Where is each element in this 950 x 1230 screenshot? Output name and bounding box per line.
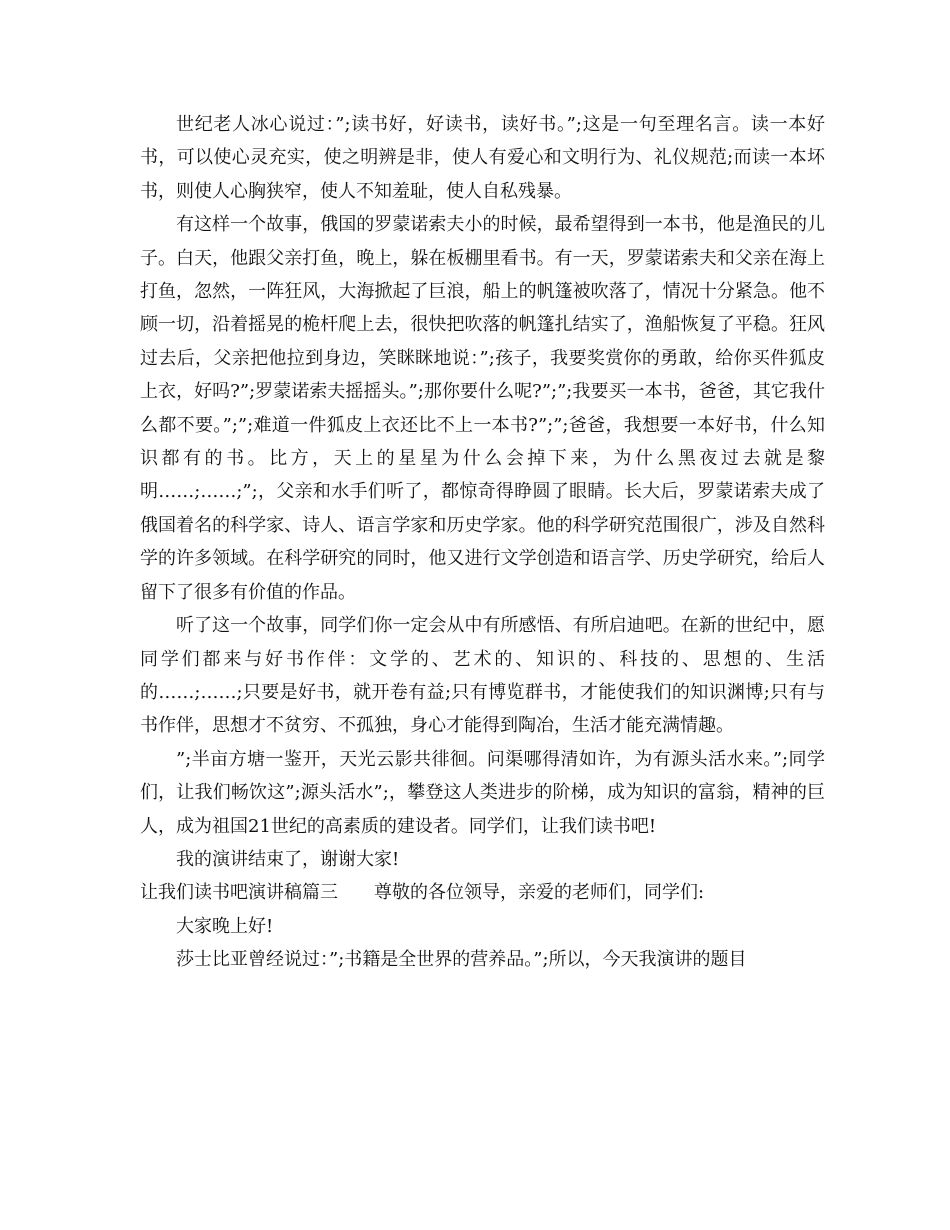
greeting: 大家晚上好! (176, 915, 274, 937)
paragraph-lomonosov-story: 有这样一个故事，俄国的罗蒙诺索夫小的时候，最希望得到一本书，他是渔民的儿子。白天，他跟父亲打鱼，晚上，躲在板棚里看书。有一天，罗蒙诺索夫和父亲在海上打鱼，忽然，一阵狂风，大海掀起了巨浪，船上的帆篷被吹落了，情况十分紧急。他不顾一切，沿着摇晃的桅杆爬上去，很快把吹落的帆篷扎结实了，渔船恢复了平稳。狂风过去后，父亲把他拉到身边，笑眯眯地说：”;孩子，我要奖赏你的勇敢，给你买件狐皮上衣，好吗?”;罗蒙诺索夫摇摇头。”;那你要什么呢?”;”;我要买一本书，爸爸，其它我什么都不要。”;”;难道一件狐皮上衣还比不上一本书?”;”;爸爸，我想要一本好书，什么知识都有的书。比方，天上的星星为什么会掉下来，为什么黑夜过去就是黎明……;……;”;，父亲和水手们听了，都惊奇得睁圆了眼睛。长大后，罗蒙诺索夫成了俄国着名的科学家、诗人、语言学家和历史学家。他的科学研究范围很广，涉及自然科学的许多领域。在科学研究的同时，他又进行文学创造和语言学、历史学研究，给后人留下了很多有价值的作品。 (140, 214, 825, 603)
paragraph-bingxin-quote: 世纪老人冰心说过：”;读书好，好读书，读好书。”;这是一句至理名言。读一本好书，可以使心灵充实，使之明辨是非，使人有爱心和文明行为、礼仪规范;而读一本坏书，则使人心胸狭窄，使人不知羞耻，使人自私残暴。 (140, 114, 825, 202)
document-page (140, 108, 825, 977)
section-heading-row (140, 876, 825, 909)
paragraph-shakespeare: 莎士比亚曾经说过：”;书籍是全世界的营养品。”;所以，今天我演讲的题目 (176, 949, 747, 971)
paragraph-closing: 我的演讲结束了，谢谢大家! (176, 848, 400, 870)
paragraph-good-books: 听了这一个故事，同学们你一定会从中有所感悟、有所启迪吧。在新的世纪中，愿同学们都来与好书作伴：文学的、艺术的、知识的、科技的、思想的、生活的……;……;只要是好书，就开卷有益;只有博览群书，才能使我们的知识渊博;只有与书作伴，思想才不贫穷、不孤独，身心才能得到陶冶，生活才能充满情趣。 (140, 615, 825, 737)
heading-gap (338, 876, 374, 909)
salutation: 尊敬的各位领导，亲爱的老师们，同学们: (374, 882, 705, 904)
section-title: 让我们读书吧演讲稿篇三 (140, 882, 338, 904)
paragraph-poem-quote: ”;半亩方塘一鉴开，天光云影共徘徊。问渠哪得清如许，为有源头活水来。”;同学们，让我们畅饮这”;源头活水”;，攀登这人类进步的阶梯，成为知识的富翁，精神的巨人，成为祖国21世纪的高素质的建设者。同学们，让我们读书吧! (140, 748, 825, 837)
